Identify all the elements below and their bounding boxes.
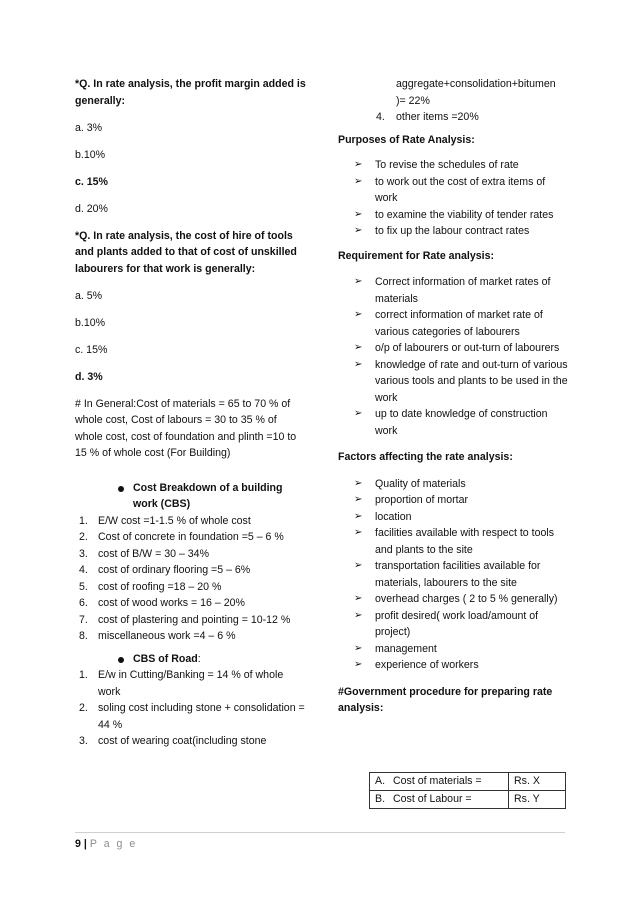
arrow-bullet-icon: ➢ — [354, 309, 363, 320]
list-item: ➢ location — [338, 509, 568, 526]
q2-option-c: c. 15% — [75, 343, 108, 356]
list-item: ➢ facilities available with respect to tools and plants to the site — [354, 527, 555, 556]
factors-list — [338, 476, 568, 674]
table-row — [370, 791, 566, 809]
list-item: ➢ management — [338, 641, 568, 658]
list-item: 5. cost of roofing =18 – 20 % — [79, 580, 222, 593]
list-item: 7. cost of plastering and pointing = 10-12 % — [79, 613, 291, 626]
list-item: 3. cost of wearing coat(including stone — [79, 735, 267, 747]
list-item: 2. soling cost including stone + consolidation = 44 % — [79, 702, 305, 731]
arrow-bullet-icon: ➢ — [354, 225, 363, 236]
list-item: ➢ to fix up the labour contract rates — [338, 223, 568, 240]
list-item: aggregate+consolidation+bitumen )= 22% — [396, 78, 556, 107]
q1-option-d: d. 20% — [75, 202, 108, 215]
arrow-bullet-icon: ➢ — [354, 593, 363, 604]
arrow-bullet-icon: ➢ — [354, 609, 363, 621]
table-cell-value: Rs. X — [509, 773, 566, 791]
q1-option-c-answer: c. 15% — [75, 175, 108, 188]
purposes-list — [338, 157, 568, 240]
list-item: ➢ overhead charges ( 2 to 5 % generally) — [338, 591, 568, 608]
list-item: 3. cost of B/W = 30 – 34% — [79, 547, 209, 560]
arrow-bullet-icon: ➢ — [354, 159, 363, 170]
right-column — [338, 76, 568, 717]
arrow-bullet-icon: ➢ — [354, 560, 363, 571]
cbs-road-heading: CBS of Road: — [93, 651, 307, 668]
q2-option-b: b.10% — [75, 316, 106, 329]
road-list-continued — [338, 76, 568, 126]
arrow-bullet-icon: ➢ — [354, 408, 363, 419]
list-item: ➢ profit desired( work load/amount of project) — [354, 609, 539, 638]
arrow-bullet-icon: ➢ — [354, 342, 363, 353]
table-cell-item: B. Cost of Labour = — [370, 791, 509, 809]
page-footer — [75, 836, 137, 853]
cbs-building-list — [75, 513, 307, 645]
list-item: 8. miscellaneous work =4 – 6 % — [79, 630, 236, 642]
list-item: ➢ up to date knowledge of construction work — [354, 408, 548, 437]
arrow-bullet-icon: ➢ — [354, 510, 363, 522]
requirements-list — [338, 274, 568, 439]
page-word: P a g e — [89, 838, 138, 850]
arrow-bullet-icon: ➢ — [354, 477, 363, 489]
requirement-heading: Requirement for Rate analysis: — [338, 249, 495, 262]
footer-divider — [75, 832, 565, 833]
question-2: *Q. In rate analysis, the cost of hire of tools and plants added to that of cost of unskilled labourers for that work is generally: — [75, 229, 297, 275]
list-item: 1. E/W cost =1-1.5 % of whole cost — [79, 514, 251, 527]
list-item: ➢ to examine the viability of tender rates — [338, 207, 568, 224]
table-cell-value: Rs. Y — [509, 791, 566, 809]
arrow-bullet-icon: ➢ — [354, 358, 363, 370]
list-item: ➢ Quality of materials — [338, 476, 568, 493]
list-item: 4. other items =20% — [376, 111, 479, 123]
factors-heading: Factors affecting the rate analysis: — [338, 451, 513, 463]
list-item: 6. cost of wood works = 16 – 20% — [79, 597, 245, 609]
arrow-bullet-icon: ➢ — [354, 659, 363, 670]
arrow-bullet-icon: ➢ — [354, 527, 363, 538]
list-item: ➢ to work out the cost of extra items of work — [354, 175, 546, 204]
government-procedure-table — [369, 772, 566, 809]
purposes-heading: Purposes of Rate Analysis: — [338, 133, 475, 146]
q2-option-a: a. 5% — [75, 289, 103, 302]
list-item: ➢ o/p of labourers or out-turn of labourers — [338, 340, 568, 357]
table-cell-item: A. Cost of materials = — [370, 773, 509, 791]
left-column — [75, 76, 307, 750]
q1-option-b: b.10% — [75, 148, 106, 161]
footer-separator: | — [83, 838, 87, 850]
cbs-building-heading: Cost Breakdown of a building work (CBS) — [93, 480, 307, 513]
list-item: ➢ To revise the schedules of rate — [338, 157, 568, 174]
arrow-bullet-icon: ➢ — [354, 494, 363, 505]
q1-option-a: a. 3% — [75, 121, 103, 134]
cbs-road-list — [75, 667, 307, 750]
q2-option-d-answer: d. 3% — [75, 370, 103, 383]
arrow-bullet-icon: ➢ — [354, 208, 363, 220]
general-cost-note: # In General:Cost of materials = 65 to 70 % of whole cost, Cost of labours = 30 to 35 % of whole cost, cost of foundation and plinth =10 to 15 % of whole cost (For Building) — [75, 397, 297, 459]
government-procedure-heading: #Government procedure for preparing rate analysis: — [338, 685, 553, 714]
list-item: ➢ knowledge of rate and out-turn of various various tools and plants to be used in the work — [354, 358, 568, 404]
list-item: ➢ correct information of market rate of various categories of labourers — [354, 309, 543, 338]
list-item: 1. E/w in Cutting/Banking = 14 % of whole work — [79, 669, 284, 698]
arrow-bullet-icon: ➢ — [354, 175, 363, 187]
list-item: ➢ proportion of mortar — [338, 492, 568, 509]
bullet-dot-icon — [118, 657, 124, 663]
page-number: 9 — [75, 838, 81, 850]
list-item: 4. cost of ordinary flooring =5 – 6% — [79, 564, 251, 576]
question-1: *Q. In rate analysis, the profit margin added is generally: — [75, 78, 306, 107]
arrow-bullet-icon: ➢ — [354, 276, 363, 287]
list-item: ➢ transportation facilities available for materials, labourers to the site — [354, 560, 541, 589]
list-item: ➢ Correct information of market rates of materials — [354, 276, 551, 305]
list-item: 2. Cost of concrete in foundation =5 – 6 % — [79, 531, 284, 543]
list-item: ➢ experience of workers — [338, 657, 568, 674]
table-row — [370, 773, 566, 791]
arrow-bullet-icon: ➢ — [354, 642, 363, 654]
bullet-dot-icon — [118, 486, 124, 492]
